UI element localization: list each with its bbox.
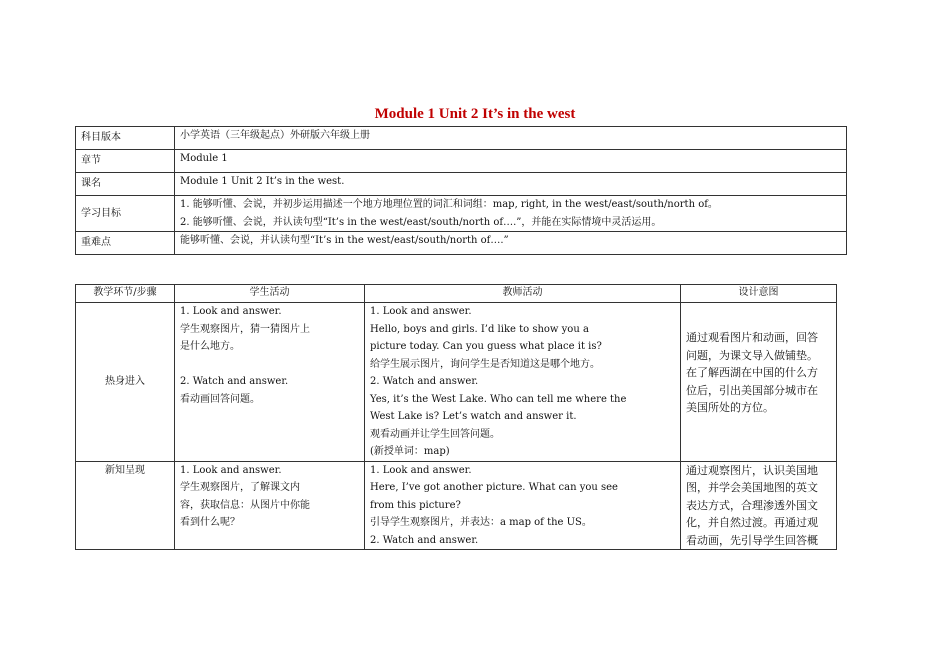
text-line: Module 1 Unit 2 It’s in the west.: [180, 176, 345, 187]
text-line: 美国所处的方位。: [686, 401, 774, 414]
text-line: Yes, it’s the West Lake. Who can tell me where the: [370, 393, 627, 405]
table-row: [76, 173, 847, 196]
table-row: [76, 232, 847, 255]
header-student: 学生活动: [175, 285, 365, 303]
text-line: 通过观看图片和动画，回答: [686, 331, 818, 344]
student-activity: [175, 461, 365, 550]
info-label-subject: 科目版本: [76, 127, 175, 150]
text-line: 看动画，先引导学生回答概: [686, 533, 818, 547]
text-line: 图，并学会美国地图的英文: [686, 481, 818, 494]
text-line: (新授单词：map): [370, 446, 450, 457]
info-value-lesson: [175, 173, 847, 196]
text-line: 表达方式，合理渗透外国文: [686, 498, 818, 512]
text-line: 观看动画并让学生回答问题。: [370, 428, 500, 440]
table-row: [76, 303, 837, 462]
text-line: 看动画回答问题。: [180, 393, 260, 405]
text-line: 2. Watch and answer.: [370, 376, 479, 387]
info-label-keypoints: 重难点: [76, 232, 175, 255]
table-row: [76, 196, 847, 232]
student-activity: [175, 303, 365, 462]
text-line: 能够听懂、会说，并认读句型“It’s in the west/east/south/north of….”: [180, 235, 509, 246]
info-label-lesson: 课名: [76, 173, 175, 196]
teacher-activity: [365, 461, 681, 550]
process-table: [75, 284, 837, 550]
info-table: [75, 126, 847, 255]
text-line: 给学生展示图片，询问学生是否知道这是哪个地方。: [370, 358, 600, 370]
text-line: 1. Look and answer.: [370, 306, 472, 317]
text-line: 小学英语（三年级起点）外研版六年级上册: [180, 130, 370, 141]
text-line: 2. Watch and answer.: [370, 534, 479, 546]
text-line: 学生观察图片，了解课文内: [180, 482, 300, 493]
text-line: 容，获取信息：从图片中你能: [180, 499, 310, 511]
page-title: Module 1 Unit 2 It’s in the west: [374, 106, 576, 122]
text-line: picture today. Can you guess what place it is?: [370, 341, 602, 352]
table-row: [76, 127, 847, 150]
text-line: West Lake is? Let’s watch and answer it.: [370, 411, 577, 422]
table-row: [76, 461, 837, 550]
text-line: 在了解西湖在中国的什么方: [686, 366, 818, 379]
info-value-objectives: [175, 196, 847, 232]
table-row: [76, 150, 847, 173]
design-intent: [681, 303, 837, 462]
text-line: Here, I’ve got another picture. What can you see: [370, 482, 618, 493]
text-line: 位后，引出美国部分城市在: [686, 383, 818, 397]
text-line: 1. Look and answer.: [180, 306, 282, 317]
text-line: 通过观察图片，认识美国地: [686, 463, 818, 477]
info-value-chapter: [175, 150, 847, 173]
text-line: Module 1: [180, 153, 228, 164]
text-line: Hello, boys and girls. I’d like to show you a: [370, 323, 589, 335]
header-step: 教学环节/步骤: [76, 285, 175, 303]
teacher-activity: [365, 303, 681, 462]
text-line: 1. 能够听懂、会说，并初步运用描述一个地方地理位置的词汇和词组：map, right, in the west/east/south/north of。: [180, 199, 718, 210]
table-header-row: [76, 285, 837, 303]
text-line: from this picture?: [370, 499, 461, 511]
text-line: 2. 能够听懂、会说，并认读句型“It’s in the west/east/south/north of….”，并能在实际情境中灵活运用。: [180, 216, 662, 228]
design-intent: [681, 461, 837, 550]
info-label-chapter: 章节: [76, 150, 175, 173]
info-label-objectives: 学习目标: [76, 196, 175, 232]
header-teacher: 教师活动: [365, 285, 681, 303]
text-line: 引导学生观察图片，并表达：a map of the US。: [370, 517, 592, 528]
step-warmup: 热身进入: [76, 303, 175, 462]
info-value-subject: [175, 127, 847, 150]
text-line: 是什么地方。: [180, 341, 240, 352]
text-line: 1. Look and answer.: [180, 464, 282, 476]
step-presentation: 新知呈现: [76, 461, 175, 550]
text-line: 2. Watch and answer.: [180, 376, 289, 387]
text-line: 1. Look and answer.: [370, 464, 472, 476]
text-line: 化，并自然过渡。再通过观: [686, 516, 818, 529]
info-value-keypoints: [175, 232, 847, 255]
text-line: 看到什么呢？: [180, 517, 240, 528]
header-design: 设计意图: [681, 285, 837, 303]
text-line: [180, 356, 359, 374]
text-line: 学生观察图片，猜一猜图片上: [180, 323, 310, 335]
text-line: 问题，为课文导入做铺垫。: [686, 348, 818, 362]
